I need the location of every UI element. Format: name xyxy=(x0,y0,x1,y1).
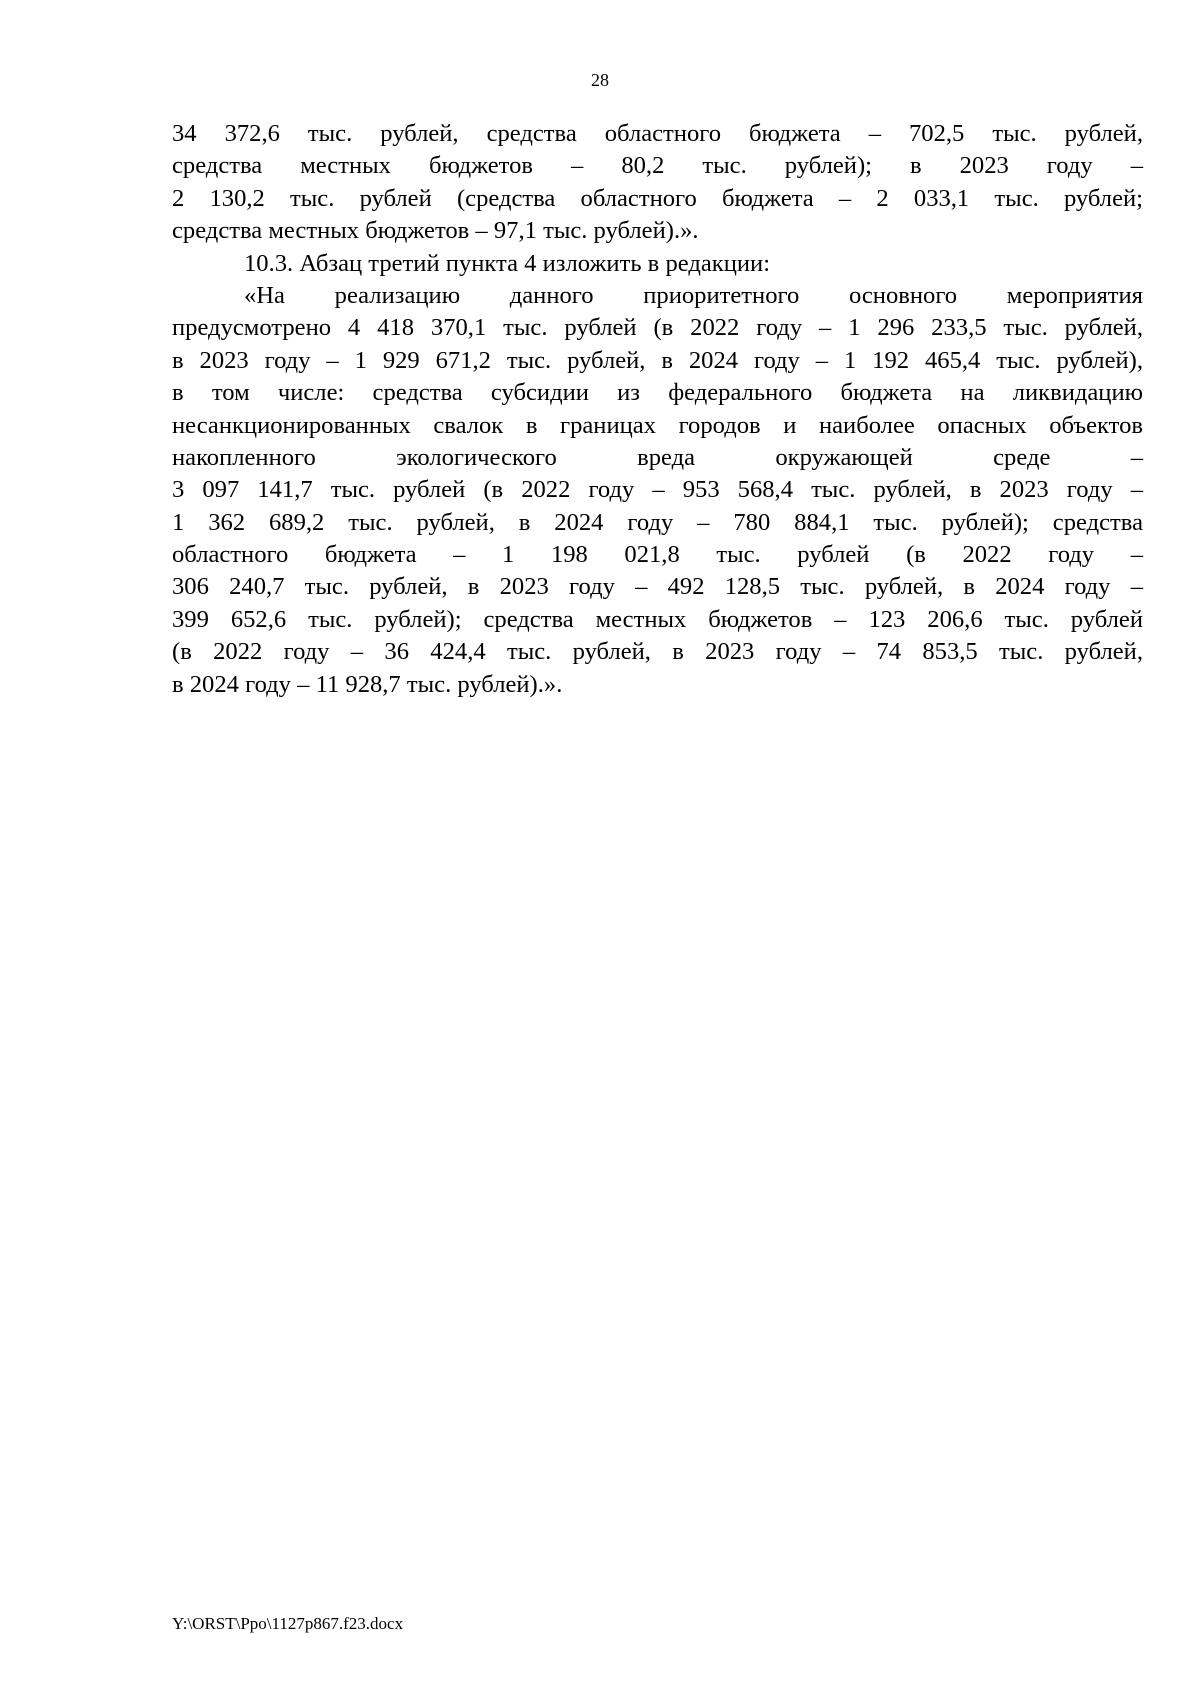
text-line: в 2023 году – 1 929 671,2 тыс. рублей, в 2024 году – 1 192 465,4 тыс. рублей), xyxy=(172,346,1143,374)
text-line: «На реализацию данного приоритетного основного мероприятия xyxy=(244,281,1143,309)
text-line: 399 652,6 тыс. рублей); средства местных бюджетов – 123 206,6 тыс. рублей xyxy=(172,605,1143,633)
text-line: в том числе: средства субсидии из федерального бюджета на ликвидацию xyxy=(172,379,1143,407)
text-line: средства местных бюджетов – 97,1 тыс. рублей).». xyxy=(172,217,699,245)
footer-file-path: Y:\ORST\Ppo\1127p867.f23.docx xyxy=(172,1614,404,1633)
text-line: средства местных бюджетов – 80,2 тыс. рублей); в 2023 году – xyxy=(172,152,1143,180)
page-number: 28 xyxy=(591,70,609,90)
text-line: 34 372,6 тыс. рублей, средства областного бюджета – 702,5 тыс. рублей, xyxy=(172,120,1143,147)
document-body xyxy=(172,118,1143,701)
text-line: 306 240,7 тыс. рублей, в 2023 году – 492 128,5 тыс. рублей, в 2024 году – xyxy=(172,573,1143,601)
text-line: несанкционированных свалок в границах городов и наиболее опасных объектов xyxy=(172,411,1143,439)
text-line: 1 362 689,2 тыс. рублей, в 2024 году – 780 884,1 тыс. рублей); средства xyxy=(172,508,1143,536)
paragraph-heading: 10.3. Абзац третий пункта 4 изложить в редакции: xyxy=(244,249,771,277)
text-line: накопленного экологического вреда окружающей среде – xyxy=(172,443,1143,471)
text-line: областного бюджета – 1 198 021,8 тыс. рублей (в 2022 году – xyxy=(172,541,1143,569)
text-line: в 2024 году – 11 928,7 тыс. рублей).». xyxy=(172,670,563,698)
text-line: 2 130,2 тыс. рублей (средства областного бюджета – 2 033,1 тыс. рублей; xyxy=(172,184,1143,212)
text-line: предусмотрено 4 418 370,1 тыс. рублей (в 2022 году – 1 296 233,5 тыс. рублей, xyxy=(172,314,1143,342)
text-line: 3 097 141,7 тыс. рублей (в 2022 году – 953 568,4 тыс. рублей, в 2023 году – xyxy=(172,476,1143,504)
text-line: (в 2022 году – 36 424,4 тыс. рублей, в 2023 году – 74 853,5 тыс. рублей, xyxy=(172,638,1143,666)
